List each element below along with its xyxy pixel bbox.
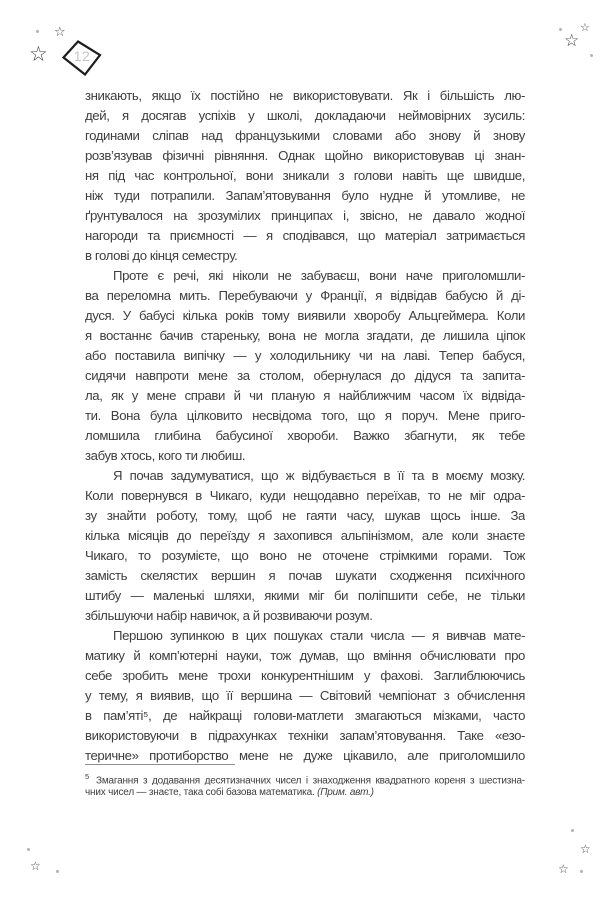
text-line: зу знайти роботу, тому, щоб не гаяти часу, шукав щось інше. За: [85, 508, 525, 523]
page-number: 12: [73, 48, 91, 64]
text-line: Чикаго, то розумієте, що воно не оточене стрімкими горами. Тож: [85, 548, 525, 563]
text-line: ніж туди потрапили. Запам’ятовування було нудне й утомливе, не: [85, 188, 525, 203]
text-line: матику й комп’ютерні науки, тож думав, що вміння обчислювати про: [85, 648, 525, 663]
text-line: ла, як у мене справи й чи планую я найближчим часом їх відвіда-: [85, 388, 525, 403]
text-line: ня під час контрольної, вони зникали з голови навіть ще швидше,: [85, 168, 525, 183]
footnote-marker: 5: [85, 772, 89, 781]
body-text: [85, 86, 525, 766]
star-icon: ☆: [558, 862, 569, 876]
text-line: Коли повернувся в Чикаго, куди нещодавно переїхав, то не міг одра-: [85, 488, 525, 503]
paragraph: [85, 626, 525, 766]
text-line: штибу — маленькі шляхи, якими міг би поліпшити себе, не тільки: [85, 588, 525, 603]
star-icon: ☆: [54, 25, 66, 40]
text-line: ва переломна мить. Перебуваючи у Франції, я відвідав бабусю й ді-: [85, 288, 525, 303]
text-line: в голові до кінця семестру.: [85, 248, 238, 263]
footnote-divider: [85, 764, 235, 765]
text-line: Я почав задумуватися, що ж відбувається в її та в моєму мозку.: [113, 468, 525, 483]
text-line: дей, я досягав успіхів у школі, докладаючи неймовірних зусиль:: [85, 108, 525, 123]
text-line: збільшуючи набір навичок, а й розвиваючи розум.: [85, 608, 373, 623]
text-line: зникають, якщо їх постійно не використовувати. Як і більшість лю-: [85, 88, 525, 103]
dot-icon: [571, 829, 574, 832]
text-line: Першою зупинкою в цих пошуках стали числа — я вивчав мате-: [113, 628, 525, 643]
dot-icon: [36, 30, 39, 33]
text-line: замість скелястих вершин я почав шукати сходження психічного: [85, 568, 525, 583]
dot-icon: [590, 54, 593, 57]
text-line: або поставила випічку — у холодильнику чи на лаві. Тепер бабуся,: [85, 348, 525, 363]
footnote-author-note: (Прим. авт.): [317, 787, 374, 798]
text-line: сидячи навпроти мене за столом, обернулася до дідуся та запита-: [85, 368, 525, 383]
dot-icon: [580, 870, 583, 873]
footnote-line: [85, 769, 525, 785]
text-line: кілька місяців до переїзду я захопився альпінізмом, але коли знаєте: [85, 528, 525, 543]
text-line: теричне» протиборство мене не дуже цікавило, але приголомшило: [85, 748, 525, 763]
star-icon: ☆: [30, 859, 41, 873]
paragraph: [85, 466, 525, 626]
star-icon: ☆: [580, 842, 591, 856]
footnote-text: Змагання з додавання десятизначних чисел і знаходження квадратного кореня з шестизна-: [95, 775, 525, 785]
page-number-diamond: [62, 40, 102, 76]
dot-icon: [27, 848, 30, 851]
text-line: використовуючи в підрахунках техніки запам’ятовування. Таке «езо-: [85, 728, 525, 743]
text-line: Проте є речі, які ніколи не забуваєш, вони наче приголомшли-: [113, 268, 525, 283]
text-line: дуся. У бабусі кілька років тому виявили хворобу Альцгеймера. Коли: [85, 308, 525, 323]
footnote: [85, 769, 525, 801]
star-icon: ☆: [564, 31, 580, 51]
footnote-line: [85, 785, 525, 801]
footnote-text: чних чисел — знаєте, така собі базова математика.: [85, 787, 318, 798]
paragraph: [85, 266, 525, 466]
text-line: себе зробить мене трохи конкурентнішим у фахові. Заглиблюючись: [85, 668, 525, 683]
text-line: годинами сліпав над французькими словами або знову й знову: [85, 128, 525, 143]
text-line: нагороди та приємності — я сподівався, що матеріал затримається: [85, 228, 525, 243]
dot-icon: [56, 870, 59, 873]
text-line: забув хтось, кого ти любиш.: [85, 448, 246, 463]
star-icon: ☆: [29, 42, 48, 66]
paragraph: [85, 86, 525, 266]
dot-icon: [559, 28, 562, 31]
text-line: розв’язував фізичні рівняння. Однак щойно використовував ці знан-: [85, 148, 525, 163]
text-line: ломшила глибина бабусиної хвороби. Важко збагнути, як тебе: [85, 428, 525, 443]
star-icon: ☆: [580, 21, 590, 34]
text-line: в пам’яті⁵, де найкращі голови-матлети змагаються мізками, часто: [85, 708, 525, 723]
text-line: ти. Вона була цілковито несвідома того, що я поруч. Мене приго-: [85, 408, 525, 423]
text-line: ґрунтувалося на зрозумілих принципах і, звісно, не давало жодної: [85, 208, 525, 223]
text-line: я востаннє бачив стареньку, вона не могла згадати, де лишила ціпок: [85, 328, 525, 343]
text-line: у тему, я виявив, що її вершина — Світовий чемпіонат з обчислення: [85, 688, 525, 703]
